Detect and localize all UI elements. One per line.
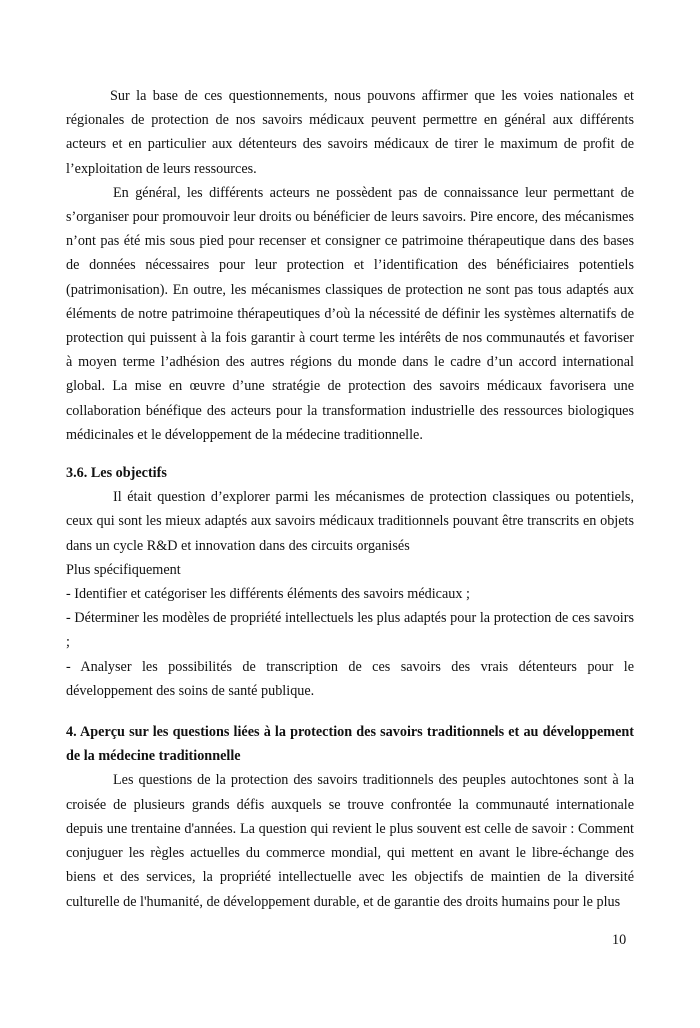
section-heading-overview: 4. Aperçu sur les questions liées à la protection des savoirs traditionnels et au développement de la médecine traditionnelle <box>66 724 634 765</box>
objective-item-2: - Déterminer les modèles de propriété intellectuels les plus adaptés pour la protection de ces savoirs ; <box>66 610 634 651</box>
page-number: 10 <box>612 932 627 948</box>
objective-item-1: - Identifier et catégoriser les différents éléments des savoirs médicaux ; <box>66 586 470 603</box>
objectives-specific-label: Plus spécifiquement <box>66 561 181 578</box>
paragraph-intro: Sur la base de ces questionnements, nous pouvons affirmer que les voies nationales et régionales de protection de nos savoirs médicaux peuvent permettre en général aux différents acteurs et en particulier aux détenteurs des savoirs médicaux de tirer le maximum de profit de l’exploitation de leurs ressources. <box>66 88 634 177</box>
paragraph-general: En général, les différents acteurs ne possèdent pas de connaissance leur permettant de s’organiser pour promouvoir leur droits ou bénéficier de leurs savoirs. Pire encore, des mécanismes n’ont pas été mis sous pied pour recenser et consigner ce patrimoine thérapeutique dans des bases de données nécessaires pour leur protection et l’identification des bénéficiaires potentiels (patrimonisation). En outre, les mécanismes classiques de protection ne sont pas tous adaptés aux éléments de notre patrimoine thérapeutiques d’où la nécessité de définir les systèmes alternatifs de protection qui puissent à la fois garantir à court terme les intérêts de nos communautés et favoriser à moyen terme l’adhésion des autres régions du monde dans le cadre d’un accord international global. La mise en œuvre d’une stratégie de protection des savoirs médicaux favorisera une collaboration bénéfique des acteurs pour la transformation industrielle des ressources biologiques médicinales et le développement de la médecine traditionnelle. <box>66 184 634 443</box>
objective-item-3: - Analyser les possibilités de transcription de ces savoirs des vrais détenteurs pour le développement des soins de santé publique. <box>66 658 634 699</box>
section-heading-objectives: 3.6. Les objectifs <box>66 465 167 482</box>
document-body <box>66 84 634 914</box>
overview-paragraph: Les questions de la protection des savoirs traditionnels des peuples autochtones sont à la croisée de plusieurs grands défis auxquels se trouve confrontée la communauté internationale depuis une trentaine d'années. La question qui revient le plus souvent est celle de savoir : Comment conjuguer les règles actuelles du commerce mondial, qui mettent en avant le libre-échange des biens et des services, la propriété intellectuelle avec les objectifs de maintien de la diversité culturelle de l'humanité, de développement durable, et de garantie des droits humains pour le plus <box>66 772 634 910</box>
objectives-intro: Il était question d’explorer parmi les mécanismes de protection classiques ou potentiels, ceux qui sont les mieux adaptés aux savoirs médicaux traditionnels pouvant être transcrits en objets dans un cycle R&D et innovation dans des circuits organisés <box>66 489 634 554</box>
